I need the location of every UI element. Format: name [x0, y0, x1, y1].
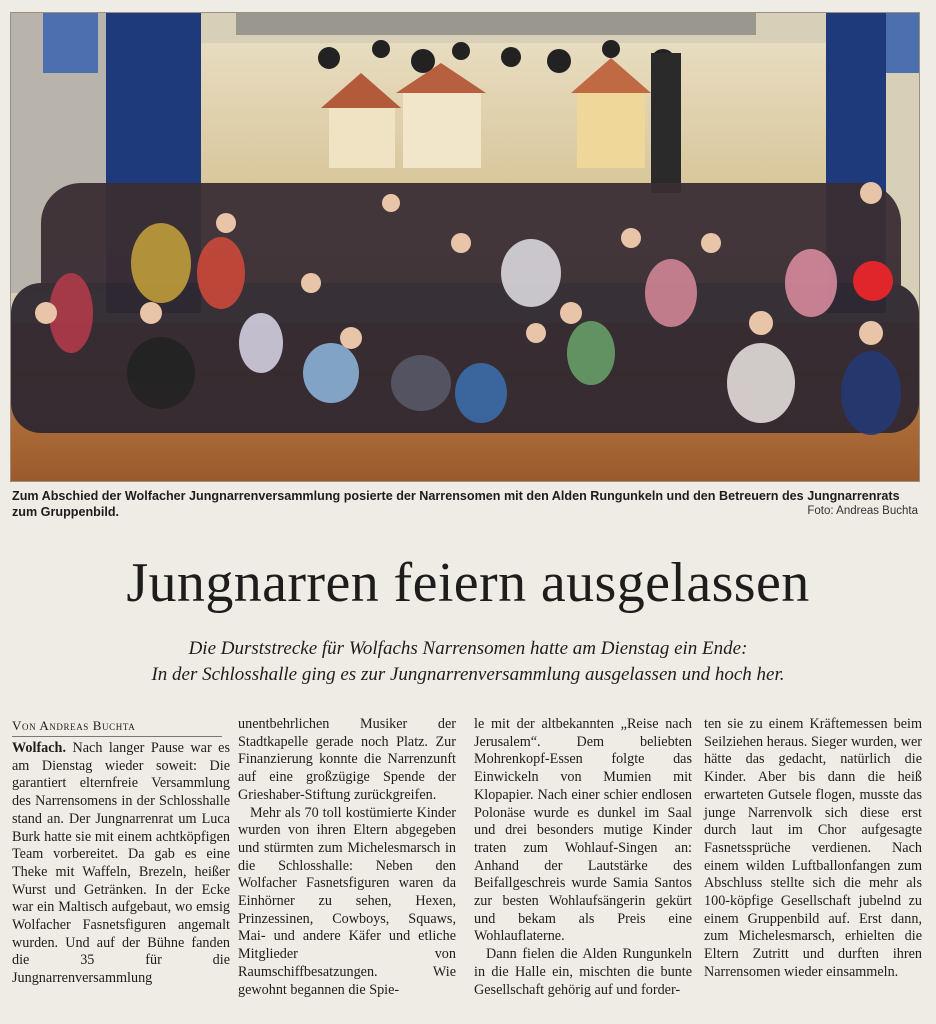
subheadline-line-2: In der Schlosshalle ging es zur Jungnarrenversammlung ausgelassen und hoch her. [151, 664, 785, 685]
article-paragraph: ten sie zu einem Kräftemessen beim Seilziehen heraus. Sieger wurden, wer hätte das gedacht, natürlich die Kinder. Aber bis dann die heiß erwarteten Gutsele flogen, musste das junge Narrenvolk sich diese erst durch laut im Chor aufgesagte Fasnetssprüche verdienen. Nach einem wilden Luftballonfangen zum Abschluss stellte sich die mehr als 100-köpfige Gesellschaft jubelnd zu einem Gruppenbild auf. Erst dann, zum Michelesmarsch, erhielten die Eltern Zutritt und durften ihren Narrensomen wieder einsammeln. [704, 716, 922, 980]
article-paragraph [12, 740, 230, 988]
headline: Jungnarren feiern ausgelassen [126, 552, 810, 614]
subheadline-line-1: Die Durststrecke für Wolfachs Narrensomen hatte am Dienstag ein Ende: [188, 638, 748, 659]
group-photo-illustration [11, 13, 919, 481]
left-window [43, 13, 98, 73]
subheadline [0, 636, 936, 688]
article-column-2 [238, 716, 456, 999]
dateline: Wolfach. [12, 740, 66, 756]
article-paragraph: Dann fielen die Alden Rungunkeln in die Halle ein, mischten die bunte Gesellschaft gehörig auf und forder- [474, 946, 692, 998]
article-column-1 [12, 740, 230, 988]
article-column-4 [704, 716, 922, 982]
photo-caption: Zum Abschied der Wolfacher Jungnarrenversammlung posierte der Narrensomen mit den Alden Rungunkeln und den Betreuern des Jungnarrenrats zum Gruppenbild. [12, 489, 900, 519]
article-paragraph: unentbehrlichen Musiker der Stadtkapelle gerade noch Platz. Zur Finanzierung konnte die Narrenzunft auf eine großzügige Spende der Grieshaber-Stiftung zurückgreifen. [238, 716, 456, 803]
byline: Von Andreas Buchta [12, 718, 222, 737]
red-balloon [853, 261, 893, 301]
paragraph-text: Nach langer Pause war es am Dienstag wieder soweit: Die garantiert elternfreie Versammlung des Narrensomens in der Schlosshalle stand an. Der Jungnarrenrat um Luca Burk hatte sie mit einem achtköpfigen Team vorbereitet. Da gab es eine Theke mit Waffeln, Brezeln, heißer Wurst und Getränken. In der Ecke war ein Maltisch aufgebaut, wo emsig Wolfacher Fasnetsfiguren angemalt wurden. Und auf der Bühne fanden die 35 für die Jungnarrenversammlung [12, 740, 230, 987]
article-paragraph: le mit der altbekannten „Reise nach Jerusalem“. Dem beliebten Mohrenkopf-Essen folgte das Einwickeln von Mumien mit Klopapier. Nach einer schier endlosen Polonäse wurde es dunkel im Saal und drei besonders mutige Kinder traten zum Wohlauf-Singen an: Anhand der Lautstärke des Beifallgeschreis wurde Samia Santos zur besten Wohlaufsängerin gekürt und bekam als Preis eine Wohlauflaterne. [474, 716, 692, 945]
group-photo [10, 12, 920, 482]
lighting-truss [236, 13, 756, 35]
article-paragraph: Mehr als 70 toll kostümierte Kinder wurden von ihren Eltern abgegeben und stürmten zum Michelesmarsch in die Schlosshalle: Neben den Wolfacher Fasnetsfiguren waren da Einhörner zu sehen, Hexen, Prinzessinen, Cowboys, Squaws, Mai- und andere Käfer und etliche Mitglieder von Raumschiffbesatzungen. Wie gewohnt begannen die Spie- [238, 804, 456, 998]
article-column-3 [474, 716, 692, 999]
photo-credit: Foto: Andreas Buchta [807, 505, 918, 517]
